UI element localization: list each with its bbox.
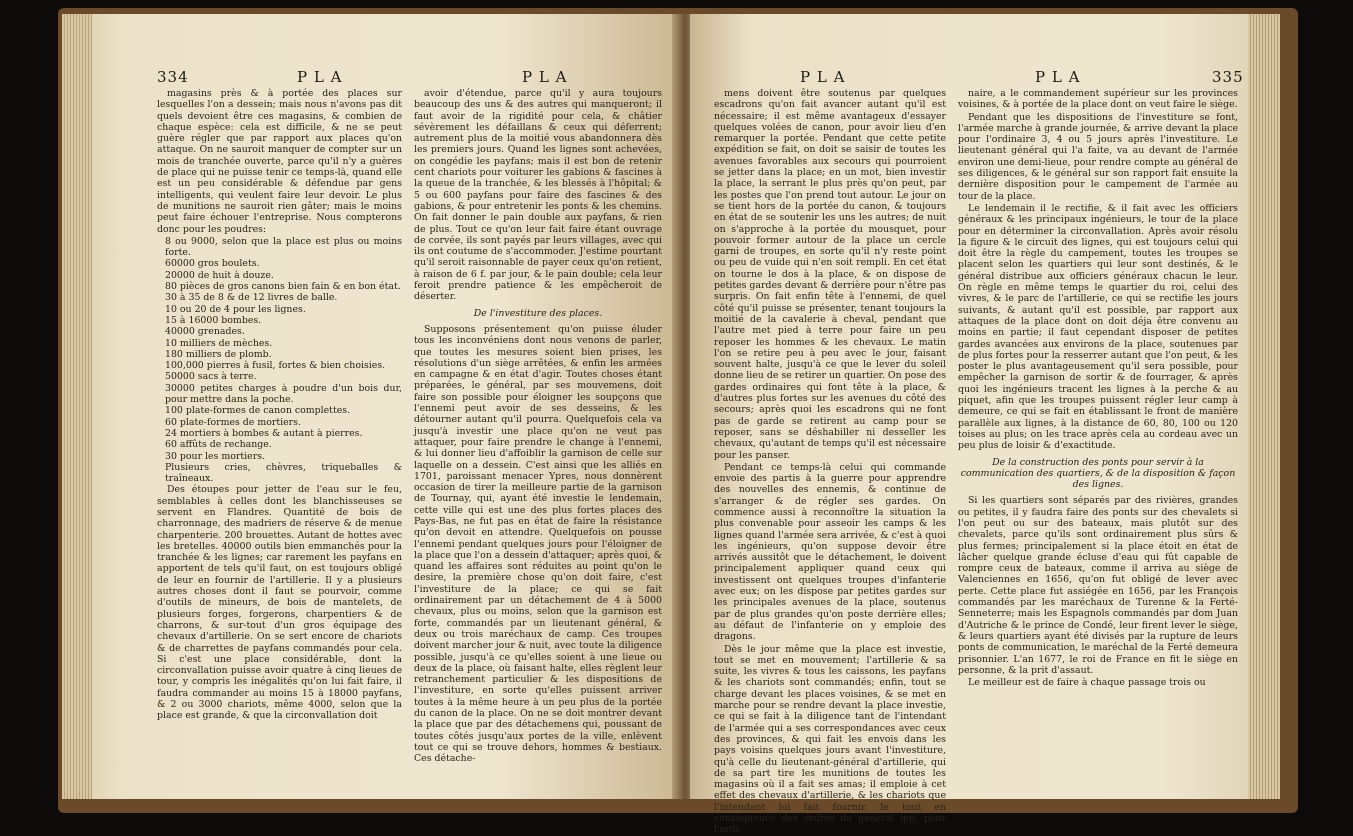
list-item: 30 à 35 de 8 & de 12 livres de balle. bbox=[165, 292, 338, 304]
paragraph: naire, a le commandement supérieur sur les provinces voisines, & à portée de la place dont on veut faire le siège. bbox=[958, 88, 1238, 111]
list-item: 60 affûts de rechange. bbox=[165, 439, 272, 451]
list-item: 15 à 16000 bombes. bbox=[165, 314, 262, 326]
left-column-2 bbox=[414, 88, 662, 788]
right-column-2 bbox=[958, 88, 1238, 788]
paragraph: mens doivent être soutenus par quelques escadrons qu'on fait avancer autant qu'il est nécessaire; il est même avantageux d'essayer quelques volées de canon, pour avoir lieu d'en remarquer la portée. Pendant que cette petite expédition se fait, on doit se saisir de toutes les avenues favorables aux secours qui pourroient se jetter dans la place; en un mot, bien investir la place, la serrant le plus près qu'on peut, par les postes que l'on prend tout autour. Le jour on se tient hors de la portée du canon, & toujours en état de se soutenir les uns les autres; de nuit on s'approche à la portée du mousquet, pour pouvoir former autour de la place un cercle garni de troupes, en sorte qu'il n'y reste point ou peu de vuide qui n'en soit rempli. En cet état on tourne le dos à la place, & on dispose de petites gardes devant & derrière pour n'être pas surpris. On fait enfin tête à l'ennemi, de quel côté qu'il puisse se présenter, tenant toujours la moitié de la cavalerie à cheval, pendant que l'autre met pied à terre pour faire un peu reposer les hommes & les chevaux. Le matin l'on se retire peu à peu avec le jour, faisant souvent halte, jusqu'à ce que le lever du soleil donne lieu de se retirer un quartier. On pose des gardes ordinaires qui font tête à la place, & d'autres plus fortes sur les avenues du côté des secours; après quoi les escadrons qui ne font pas de garde se retirent au camp pour se reposer, sans se déshabiller ni desseller les chevaux, qu'autant de temps qu'il est nécessaire pour les panser. bbox=[714, 88, 946, 461]
right-page bbox=[690, 14, 1280, 836]
paragraph: Pendant que les dispositions de l'investiture se font, l'armée marche à grande journée, & arrive devant la place pour l'ordinaire 3, 4 ou 5 jours après l'investiture. Le lieutenant général qui l'a faite, va au devant de l'armée environ une demi-lieue, pour rendre compte au général de ses diligences, & le général sur son rapport fait ensuite la dernière disposition pour le campement de l'armée au tour de la place. bbox=[958, 111, 1238, 202]
left-running-head-1: P L A bbox=[297, 68, 343, 86]
paragraph: Le lendemain il le rectifie, & il fait avec les officiers généraux & les principaux ingénieurs, le tour de la place pour en déterminer la circonvallation. Après avoir résolu la figure & le circuit des lignes, qui est toujours celui qui doit être la règle du campement, toutes les troupes se placent selon les quartiers qui leur sont destinés, & le général distribue aux officiers généraux chacun le leur. On règle en même temps le quartier du roi, celui des vivres, & le parc de l'artillerie, ce qui se rectifie les jours suivants, & autant qu'il est possible, par rapport aux attaques de la place dont on doit déja être convenu au moins en partie; il faut cependant disposer de petites gardes avancées aux environs de la place, soutenues par de plus fortes pour la resserrer autant que l'on peut, & les poster le plus avantageusement qu'il sera possible, pour empêcher la garnison de sortir & de fourrager, & après quoi les ingénieurs tracent les lignes à la perche & au piquet, afin que les troupes puissent régler leur camp à demeure, ce qui se fait en établissant le front de manière parallèle aux lignes, à la distance de 60, 80, 100 ou 120 toises au plus; on les trace après cela au cordeau avec un peu plus de loisir & d'exactitude. bbox=[958, 202, 1238, 452]
paragraph: avoir d'étendue, parce qu'il y aura toujours beaucoup des uns & des autres qui manqueront; il faut avoir de la rigidité pour cela, & châtier sévèrement les défaillans & ceux qui déferrent; autrement plus de la moitié vous abandonnera dès les premiers jours. Quand les lignes sont achevées, on congédie les payfans; mais il est bon de retenir cent chariots pour voiturer les gabions & fascines à la queue de la tranchée, & les blessés à l'hôpital; & 5 ou 600 payfans pour faire des fascines & des gabions, & pour entretenir les ponts & les chemins. On fait donner le pain double aux payfans, & rien de plus. Tout ce qu'on leur fait faire étant ouvrage de corvée, ils sont payés par leurs villages, avec qui ils ont coutume de s'accommoder. J'estime pourtant qu'il seroit raisonnable de payer ceux qu'on retient, à raison de 6 f. par jour, & le pain double; cela leur feroit prendre patience & les empêcheroit de déserter. bbox=[414, 88, 662, 303]
right-page-edges bbox=[1248, 14, 1280, 799]
list-item: 100 plate-formes de canon complettes. bbox=[165, 405, 351, 417]
paragraph: magasins près & à portée des places sur lesquelles l'on a dessein; mais nous n'avons pas dit quels devoient être ces magasins, & combien de chaque espèce: cela est difficile, & ne se peut guère régler que par rapport aux places qu'on attaque. On ne sauroit manquer de compter sur un mois de tranchée ouverte, parce qu'il n'y a guères de place qui ne puisse tenir ce temps-là, quand elle est un peu considérable & défendue par gens intelligents, qui veulent faire leur devoir. Le plus de munitions ne sauroit rien gâter; mais le moins peut faire échouer l'entreprise. Nous compterons donc pour les poudres: bbox=[157, 88, 402, 235]
list-item: 180 milliers de plomb. bbox=[165, 348, 272, 360]
list-item: 8 ou 9000, selon que la place est plus ou moins forte. bbox=[165, 235, 402, 259]
left-page-number: 334 bbox=[157, 68, 189, 86]
paragraph: Supposons présentement qu'on puisse éluder tous les inconvéniens dont nous venons de parler, que toutes les mesures soient bien prises, les résolutions d'un siège arrêtées, & enfin les armées en campagne & en état d'agir. Toutes choses étant préparées, le général, par ses mouvemens, doit faire son possible pour éloigner les soupçons que l'ennemi peut avoir de ses desseins, & les détourner autant qu'il pourra. Quelquefois cela va jusqu'à investir une place qu'on ne veut pas attaquer, pour faire prendre le change à l'ennemi, & lui donner lieu d'affoiblir la garnison de celle sur laquelle on a dessein. C'est ainsi que les alliés en 1701, paroissant menacer Ypres, nous donnèrent occasion de tirer la meilleure partie de la garnison de Tournay, qui, ayant été investie le lendemain, cette ville qui est une des plus fortes places des Pays-Bas, ne fut pas en état de faire la résistance qu'on devoit en attendre. Quelquefois on pousse l'ennemi pendant quelques jours pour l'éloigner de la place que l'on a dessein d'attaquer; après quoi, & quand les affaires sont réduites au point qu'on le desire, la première chose qu'on doit faire, c'est l'investiture de la place; ce qui se fait ordinairement par un détachement de 4 à 5000 chevaux, plus ou moins, selon que la garnison est forte, commandés par un lieutenant général, & deux ou trois maréchaux de camp. Ces troupes doivent marcher jour & nuit, avec toute la diligence possible, jusqu'à ce qu'elles soient à une lieue ou deux de la place, où faisant halte, elles règlent leur retranchement particulier & les dispositions de l'investiture, en sorte qu'elles puissent arriver toutes à la même heure à un peu plus de la portée du canon de la place. On ne se doit montrer devant la place que par des détachemens qui, poussant de toutes côtés jusqu'aux portes de la ville, enlèvent tout ce qui se trouve dehors, hommes & bestiaux. Ces détache- bbox=[414, 323, 662, 765]
list-item: 60000 gros boulets. bbox=[165, 258, 260, 270]
right-column-1 bbox=[714, 88, 946, 836]
list-item: 50000 sacs à terre. bbox=[165, 371, 257, 383]
list-item: 100,000 pierres à fusil, fortes & bien choisies. bbox=[165, 360, 386, 372]
list-item: 30000 petites charges à poudre d'un bois dur, pour mettre dans la poche. bbox=[165, 382, 402, 406]
list-item: 24 mortiers à bombes & autant à pierres. bbox=[165, 427, 363, 439]
right-running-head-1: P L A bbox=[800, 68, 846, 86]
right-running-head-2: P L A bbox=[1035, 68, 1081, 86]
right-page-number: 335 bbox=[1212, 68, 1244, 86]
list-item: Plusieurs cries, chèvres, triqueballes & traîneaux. bbox=[165, 461, 402, 485]
paragraph: Pendant ce temps-là celui qui commande envoie des partis à la guerre pour apprendre des nouvelles des ennemis, & continue de s'arranger & de régler ses gardes. On commence aussi à reconnoître la situation la plus convenable pour asseoir les camps & les lignes quand l'armée sera arrivée, & c'est à quoi les ingénieurs, qu'on suppose devoir être arrivés aussitôt que le détachement, le doivent principalement appliquer quand ceux qui investissent ont quelques troupes d'infanterie avec eux; on les dispose par petites gardes sur les principales avenues de la place, soutenus par de plus grandes qu'on poste derrière elles; au défaut de l'infanterie on y emploie des dragons. bbox=[714, 461, 946, 643]
left-column-1 bbox=[157, 88, 402, 788]
munitions-list bbox=[157, 236, 402, 485]
paragraph: Si les quartiers sont séparés par des rivières, grandes ou petites, il y faudra faire des ponts sur des chevalets si l'on peut ou sur des bateaux, mais plutôt sur des chevalets, parce qu'ils sont ordinairement plus sûrs & plus fermes; principalement si la place étoit en état de lâcher quelque grande écluse d'eau qui fût capable de rompre ceux de bateaux, comme il arriva au siège de Valenciennes en 1656, qu'on fut obligé de lever avec perte. Cette place fut assiégée en 1656, par les François commandés par les maréchaux de Turenne & la Ferté-Senneterre; mais les Espagnols commandés par dom Juan d'Autriche & le prince de Condé, leur firent lever le siège, & leurs quartiers ayant été divisés par la rupture de leurs ponts de communication, le maréchal de la Ferté demeura prisonnier. L'an 1677, le roi de France en fit le siège en personne, & la prit d'assaut. bbox=[958, 495, 1238, 676]
section-heading: De l'investiture des places. bbox=[473, 307, 603, 319]
list-item: 80 pièces de gros canons bien fain & en bon état. bbox=[165, 281, 401, 293]
left-page bbox=[62, 14, 680, 799]
list-item: 40000 grenades. bbox=[165, 326, 245, 338]
left-running-head-2: P L A bbox=[522, 68, 568, 86]
left-page-edges bbox=[62, 14, 92, 799]
list-item: 30 pour les mortiers. bbox=[165, 450, 265, 462]
list-item: 60 plate-formes de mortiers. bbox=[165, 416, 301, 428]
paragraph: Des étoupes pour jetter de l'eau sur le feu, semblables à celles dont les blanchisseuses se servent en Flandres. Quantité de bois de charronnage, des madriers de réserve & de menue charpenterie. 200 brouettes. Autant de hottes avec les bretelles. 40000 outils bien emmanchés pour la tranchée & les lignes; car rarement les payfans en apportent de tels qu'il faut, on est toujours obligé de leur en fournir de l'artillerie. Il y a plusieurs autres choses dont il faut se pourvoir, comme d'outils de mineurs, de bois de mantelets, de plusieurs forges, forgerons, charpentiers & de charrons, & sur-tout d'un gros équipage des chevaux d'artillerie. On se sert encore de chariots & de charrettes de payfans commandés pour cela. Si c'est une place considérable, dont la circonvallation puisse avoir quatre à cinq lieues de tour, y compris les inégalités qu'on lui fait faire, il faudra commander au moins 15 à 18000 payfans, & 2 ou 3000 chariots, même 4000, selon que la place est grande, & que la circonvallation doit bbox=[157, 484, 402, 722]
paragraph: Dès le jour même que la place est investie, tout se met en mouvement; l'artillerie & sa suite, les vivres & tous les caissons, les payfans & les chariots sont commandés; enfin, tout se charge devant les places voisines, & se met en marche pour se rendre devant la place investie, ce qui se fait à la diligence tant de l'intendant de l'armée qui a ses correspondances avec ceux des provinces, & qui fait les envois dans les pays voisins quelques jours avant l'investiture, qu'à celle du lieutenant-général d'artillerie, qui de sa part tire les munitions de toutes les magasins où il a fait ses amas; il emploie à cet effet des chevaux d'artillerie, & les chariots que l'intendant lui fait fournir, le tout en conséquence des ordres du général qui, pour l'ordi- bbox=[714, 643, 946, 836]
paragraph: Le meilleur est de faire à chaque passage trois ou bbox=[968, 677, 1206, 689]
list-item: 10 milliers de mèches. bbox=[165, 337, 273, 349]
section-heading: De la construction des ponts pour servir à la communication des quartiers, & de la disposition & façon des lignes. bbox=[960, 456, 1236, 491]
list-item: 10 ou 20 de 4 pour les lignes. bbox=[165, 303, 306, 315]
list-item: 20000 de huit à douze. bbox=[165, 269, 274, 281]
